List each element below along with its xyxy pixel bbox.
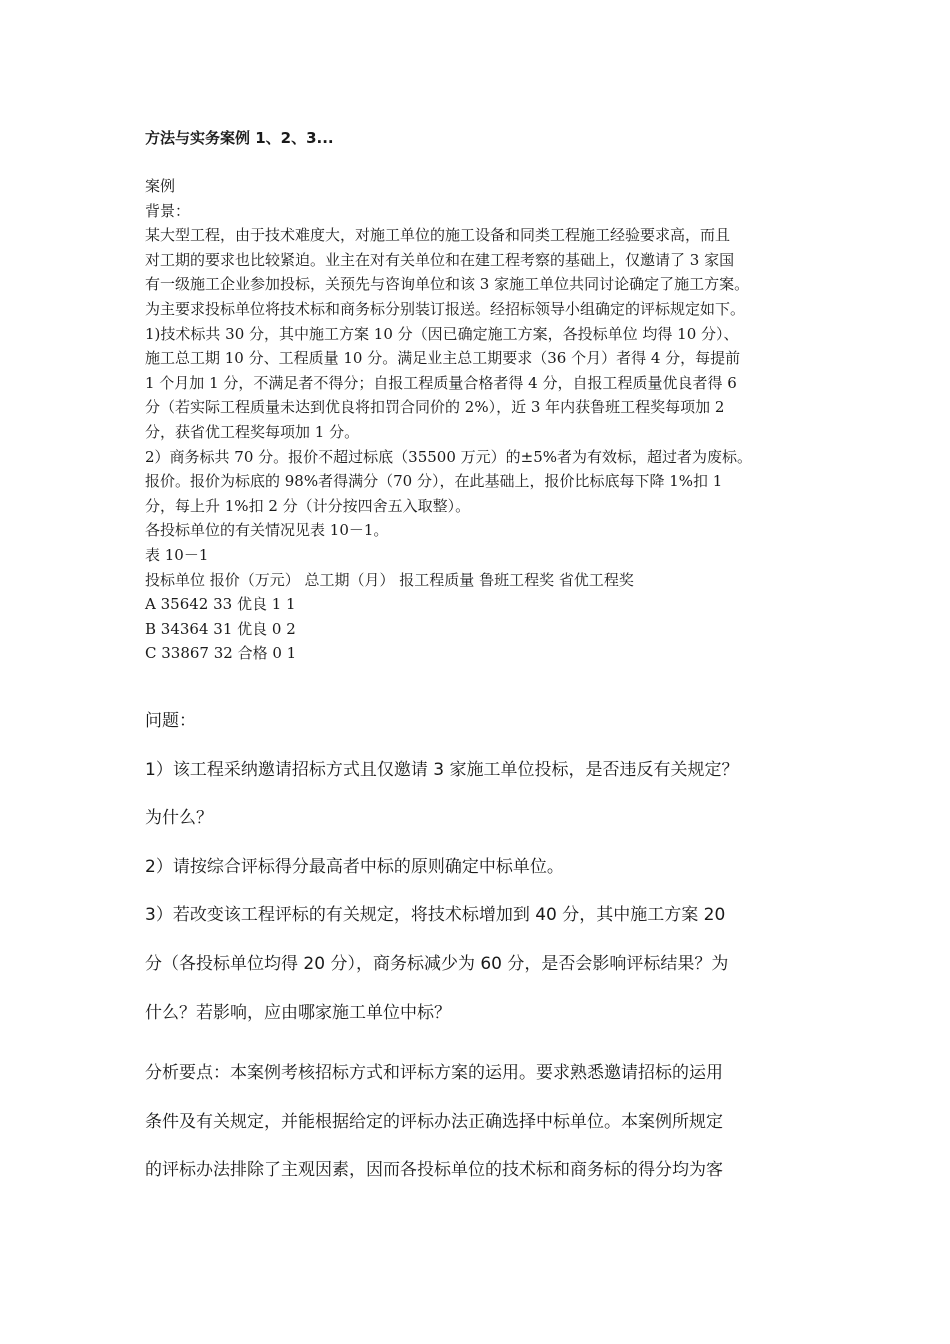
question-line: 为什么？ (145, 808, 213, 829)
paragraph-line: 分，每上升 1%扣 2 分（计分按四舍五入取整）。 (145, 496, 471, 515)
case-label: 案例 (145, 177, 176, 195)
paragraph-line: 分（若实际工程质量未达到优良将扣罚合同价的 2%），近 3 年内获鲁班工程奖每项加 2 (145, 398, 725, 417)
paragraph-line: 有一级施工企业参加投标，关预先与咨询单位和该 3 家施工单位共同讨论确定了施工方案。 (145, 275, 750, 294)
analysis-line: 条件及有关规定，并能根据给定的评标办法正确选择中标单位。本案例所规定 (145, 1111, 723, 1132)
question-line: 分（各投标单位均得 20 分），商务标减少为 60 分，是否会影响评标结果？为 (145, 953, 729, 974)
paragraph-line: 报价。报价为标底的 98%者得满分（70 分），在此基础上，报价比标底每下降 1%扣 1 (145, 472, 723, 491)
case-background-section (145, 174, 825, 666)
question-line: 3）若改变该工程评标的有关规定，将技术标增加到 40 分，其中施工方案 20 (145, 905, 726, 926)
paragraph-line: 各投标单位的有关情况见表 10－1。 (145, 521, 389, 540)
paragraph-line: 分，获省优工程奖每项加 1 分。 (145, 422, 360, 441)
paragraph-line: 1)技术标共 30 分，其中施工方案 10 分（因已确定施工方案，各投标单位 均得 10 分）、 (145, 324, 739, 343)
question-line: 2）请按综合评标得分最高者中标的原则确定中标单位。 (145, 856, 564, 877)
document-title: 方法与实务案例 1、2、3... (145, 129, 334, 147)
analysis-line: 的评标办法排除了主观因素，因而各投标单位的技术标和商务标的得分均为客 (145, 1160, 723, 1181)
questions-heading: 问题： (145, 711, 196, 731)
background-label: 背景： (145, 201, 191, 220)
paragraph-line: 为主要求投标单位将技术标和商务标分别装订报送。经招标领导小组确定的评标规定如下。 (145, 299, 746, 318)
paragraph-line: 施工总工期 10 分、工程质量 10 分。满足业主总工期要求（36 个月）者得 4 分，每提前 (145, 349, 741, 368)
paragraph-line: 2）商务标共 70 分。报价不超过标底（35500 万元）的±5%者为有效标，超过者为废标。 (145, 447, 753, 466)
questions-and-analysis-section (145, 702, 825, 1200)
table-row: C 33867 32 合格 0 1 (145, 644, 297, 663)
question-line: 什么？若影响，应由哪家施工单位中标？ (145, 1002, 451, 1023)
question-line: 1）该工程采纳邀请招标方式且仅邀请 3 家施工单位投标，是否违反有关规定？ (145, 759, 739, 780)
section-spacer (145, 1042, 825, 1054)
table-row: B 34364 31 优良 0 2 (145, 619, 296, 638)
paragraph-line: 某大型工程，由于技术难度大，对施工单位的施工设备和同类工程施工经验要求高，而且 (145, 226, 731, 245)
table-caption: 表 10－1 (145, 545, 209, 564)
paragraph-line: 对工期的要求也比较紧迫。业主在对有关单位和在建工程考察的基础上，仅邀请了 3 家国 (145, 250, 735, 269)
paragraph-line: 1 个月加 1 分，不满足者不得分；自报工程质量合格者得 4 分，自报工程质量优良者得 6 (145, 373, 737, 392)
table-header-row: 投标单位 报价（万元） 总工期（月） 报工程质量 鲁班工程奖 省优工程奖 (145, 570, 634, 589)
analysis-line: 分析要点：本案例考核招标方式和评标方案的运用。要求熟悉邀请招标的运用 (145, 1063, 723, 1084)
table-row: A 35642 33 优良 1 1 (145, 595, 296, 614)
